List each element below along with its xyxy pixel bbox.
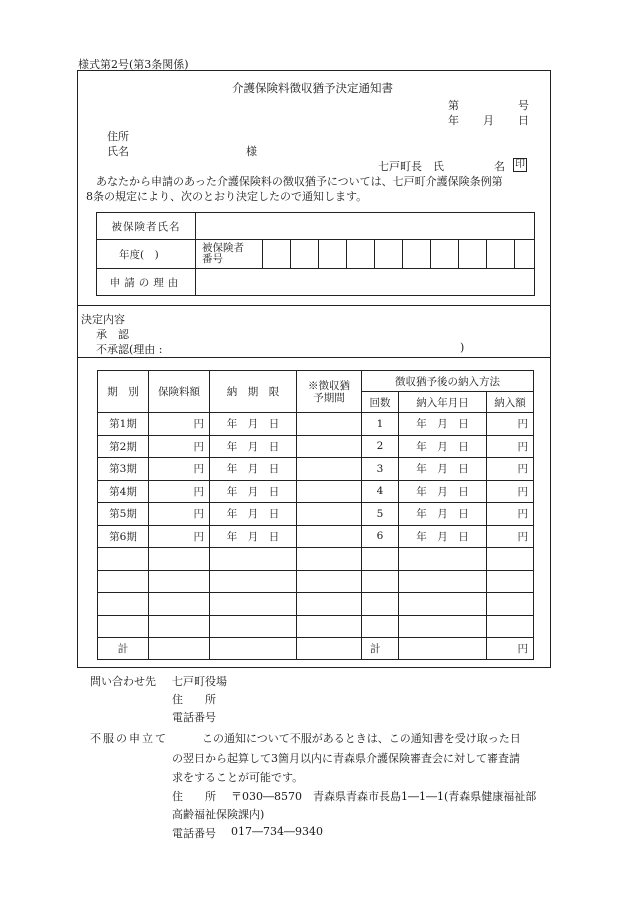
row-grace-period xyxy=(297,480,362,503)
blank-cell xyxy=(487,548,534,571)
row-due-date: 年 月 日 xyxy=(210,503,297,526)
table-row xyxy=(98,503,534,526)
body-text-line-2: 8条の規定により、次のとおり決定したので通知します。 xyxy=(86,190,368,203)
blank-cell xyxy=(98,548,149,571)
blank-cell xyxy=(399,593,487,616)
row-grace-period xyxy=(297,503,362,526)
table-row xyxy=(98,525,534,548)
row-amount-yen: 円 xyxy=(487,525,534,548)
insured-number-digit xyxy=(515,240,535,269)
blank-cell xyxy=(487,615,534,638)
name-label: 氏名 xyxy=(107,145,129,158)
row-grace-period xyxy=(297,525,362,548)
insured-number-label-line-1: 被保険者 xyxy=(202,242,244,254)
contact-address-label: 住 所 xyxy=(172,693,216,706)
total-yen: 円 xyxy=(487,638,534,660)
table-row xyxy=(98,480,534,503)
header-grace-line-2: 予期間 xyxy=(313,391,345,404)
seal-mark xyxy=(513,157,527,172)
row-period: 第1期 xyxy=(98,413,149,436)
appeal-label: 不服の申立て xyxy=(90,732,168,745)
total-empty-cell xyxy=(399,638,487,660)
decision-close-paren: ) xyxy=(460,341,465,354)
insured-number-digit xyxy=(291,240,319,269)
total-empty-cell xyxy=(297,638,362,660)
row-period: 第4期 xyxy=(98,480,149,503)
blank-cell xyxy=(98,570,149,593)
decision-title: 決定内容 xyxy=(81,313,125,326)
row-due-date: 年 月 日 xyxy=(210,435,297,458)
number-go: 号 xyxy=(518,99,529,112)
row-due-date: 年 月 日 xyxy=(210,458,297,481)
row-premium-yen: 円 xyxy=(149,458,210,481)
row-pay-date: 年 月 日 xyxy=(399,413,487,436)
appeal-address-line-1: 〒030―8570 青森県青森市長島1―1―1(青森県健康福祉部 xyxy=(231,790,537,803)
appeal-text-line-3: 求をすることが可能です。 xyxy=(172,771,304,784)
row-grace-period xyxy=(297,413,362,436)
table-row-blank xyxy=(98,615,534,638)
body-text-line-1: あなたから申請のあった介護保険料の徴収猶予については、七戸町介護保険条例第 xyxy=(96,175,503,188)
insured-number-digit xyxy=(403,240,431,269)
appeal-text-line-1: この通知について不服があるときは、この通知書を受け取った日 xyxy=(202,732,521,745)
fiscal-year-label: 年度( ) xyxy=(97,240,196,269)
row-count: 3 xyxy=(362,458,399,481)
address-label: 住所 xyxy=(107,130,129,143)
info-table xyxy=(96,212,535,296)
header-premium: 保険料額 xyxy=(149,371,210,413)
appeal-address-label: 住 所 xyxy=(172,790,216,803)
row-premium-yen: 円 xyxy=(149,480,210,503)
row-amount-yen: 円 xyxy=(487,413,534,436)
row-period: 第3期 xyxy=(98,458,149,481)
blank-cell xyxy=(399,615,487,638)
total-count-label: 計 xyxy=(362,638,399,660)
blank-cell xyxy=(297,615,362,638)
blank-cell xyxy=(297,593,362,616)
insured-name-label: 被保険者氏名 xyxy=(97,213,196,240)
date-year: 年 xyxy=(448,114,459,127)
row-premium-yen: 円 xyxy=(149,413,210,436)
date-day: 日 xyxy=(518,114,529,127)
blank-cell xyxy=(149,548,210,571)
header-amount: 納入額 xyxy=(487,392,534,413)
section-divider xyxy=(77,305,551,306)
issuer-name: 名 xyxy=(494,160,505,173)
blank-cell xyxy=(362,548,399,571)
blank-cell xyxy=(210,570,297,593)
blank-cell xyxy=(487,570,534,593)
row-amount-yen: 円 xyxy=(487,435,534,458)
blank-cell xyxy=(362,615,399,638)
document-title: 介護保険料徴収猶予決定通知書 xyxy=(232,81,393,95)
table-row xyxy=(98,413,534,436)
sama-label: 様 xyxy=(246,145,257,158)
blank-cell xyxy=(210,615,297,638)
insured-number-digit xyxy=(263,240,291,269)
blank-cell xyxy=(362,570,399,593)
header-after-grace: 徴収猶予後の納入方法 xyxy=(362,371,534,392)
blank-cell xyxy=(399,548,487,571)
insured-number-digit xyxy=(431,240,459,269)
table-row xyxy=(98,458,534,481)
row-pay-date: 年 月 日 xyxy=(399,435,487,458)
total-label: 計 xyxy=(98,638,149,660)
blank-cell xyxy=(297,570,362,593)
blank-cell xyxy=(210,593,297,616)
appeal-phone-label: 電話番号 xyxy=(172,827,216,840)
row-grace-period xyxy=(297,458,362,481)
blank-cell xyxy=(149,615,210,638)
row-amount-yen: 円 xyxy=(487,458,534,481)
insured-number-digit xyxy=(319,240,347,269)
blank-cell xyxy=(149,593,210,616)
table-row xyxy=(98,435,534,458)
decision-disapprove: 不承認(理由 : xyxy=(96,343,163,356)
header-due-date: 納 期 限 xyxy=(210,371,297,413)
insured-number-digit xyxy=(375,240,403,269)
row-premium-yen: 円 xyxy=(149,525,210,548)
row-amount-yen: 円 xyxy=(487,480,534,503)
row-period: 第6期 xyxy=(98,525,149,548)
row-due-date: 年 月 日 xyxy=(210,413,297,436)
decision-approve: 承 認 xyxy=(96,328,129,341)
header-grace-line-1: ※徴収猶 xyxy=(308,379,350,392)
insured-number-digit xyxy=(459,240,487,269)
insured-number-label xyxy=(196,240,263,269)
appeal-phone: 017―734―9340 xyxy=(231,825,323,838)
insured-number-label-line-2: 番号 xyxy=(202,253,223,265)
contact-phone-label: 電話番号 xyxy=(172,711,216,724)
table-row-blank xyxy=(98,548,534,571)
table-row-blank xyxy=(98,593,534,616)
header-pay-date: 納入年月日 xyxy=(399,392,487,413)
row-period: 第5期 xyxy=(98,503,149,526)
seal-text: 印 xyxy=(515,159,525,170)
insured-name-cell xyxy=(196,213,535,240)
appeal-address-line-2: 高齢福祉保険課内) xyxy=(172,808,265,821)
row-count: 2 xyxy=(362,435,399,458)
number-dai: 第 xyxy=(448,99,459,112)
row-count: 4 xyxy=(362,480,399,503)
row-count: 5 xyxy=(362,503,399,526)
row-pay-date: 年 月 日 xyxy=(399,503,487,526)
blank-cell xyxy=(149,570,210,593)
blank-cell xyxy=(399,570,487,593)
blank-cell xyxy=(210,548,297,571)
row-due-date: 年 月 日 xyxy=(210,525,297,548)
row-pay-date: 年 月 日 xyxy=(399,525,487,548)
insured-number-digit xyxy=(347,240,375,269)
appeal-text-line-2: の翌日から起算して3箇月以内に青森県介護保険審査会に対して審査請 xyxy=(172,752,520,765)
row-pay-date: 年 月 日 xyxy=(399,458,487,481)
blank-cell xyxy=(98,615,149,638)
table-row-blank xyxy=(98,570,534,593)
header-grace-period xyxy=(297,371,362,413)
payment-table xyxy=(97,370,534,660)
row-grace-period xyxy=(297,435,362,458)
total-empty-cell xyxy=(210,638,297,660)
row-period: 第2期 xyxy=(98,435,149,458)
contact-office: 七戸町役場 xyxy=(172,675,227,688)
row-pay-date: 年 月 日 xyxy=(399,480,487,503)
contact-label: 問い合わせ先 xyxy=(90,675,156,688)
blank-cell xyxy=(362,593,399,616)
header-period: 期 別 xyxy=(98,371,149,413)
form-number: 様式第2号(第3条関係) xyxy=(78,58,189,71)
row-premium-yen: 円 xyxy=(149,503,210,526)
row-count: 1 xyxy=(362,413,399,436)
insured-number-digit xyxy=(487,240,515,269)
row-count: 6 xyxy=(362,525,399,548)
date-month: 月 xyxy=(483,114,494,127)
blank-cell xyxy=(297,548,362,571)
issuer-title: 七戸町長 氏 xyxy=(378,160,444,173)
reason-cell xyxy=(196,269,535,296)
total-premium-cell xyxy=(149,638,210,660)
row-amount-yen: 円 xyxy=(487,503,534,526)
section-divider xyxy=(77,357,551,358)
header-count: 回数 xyxy=(362,392,399,413)
row-premium-yen: 円 xyxy=(149,435,210,458)
blank-cell xyxy=(487,593,534,616)
row-due-date: 年 月 日 xyxy=(210,480,297,503)
reason-label: 申請の理由 xyxy=(97,269,196,296)
blank-cell xyxy=(98,593,149,616)
